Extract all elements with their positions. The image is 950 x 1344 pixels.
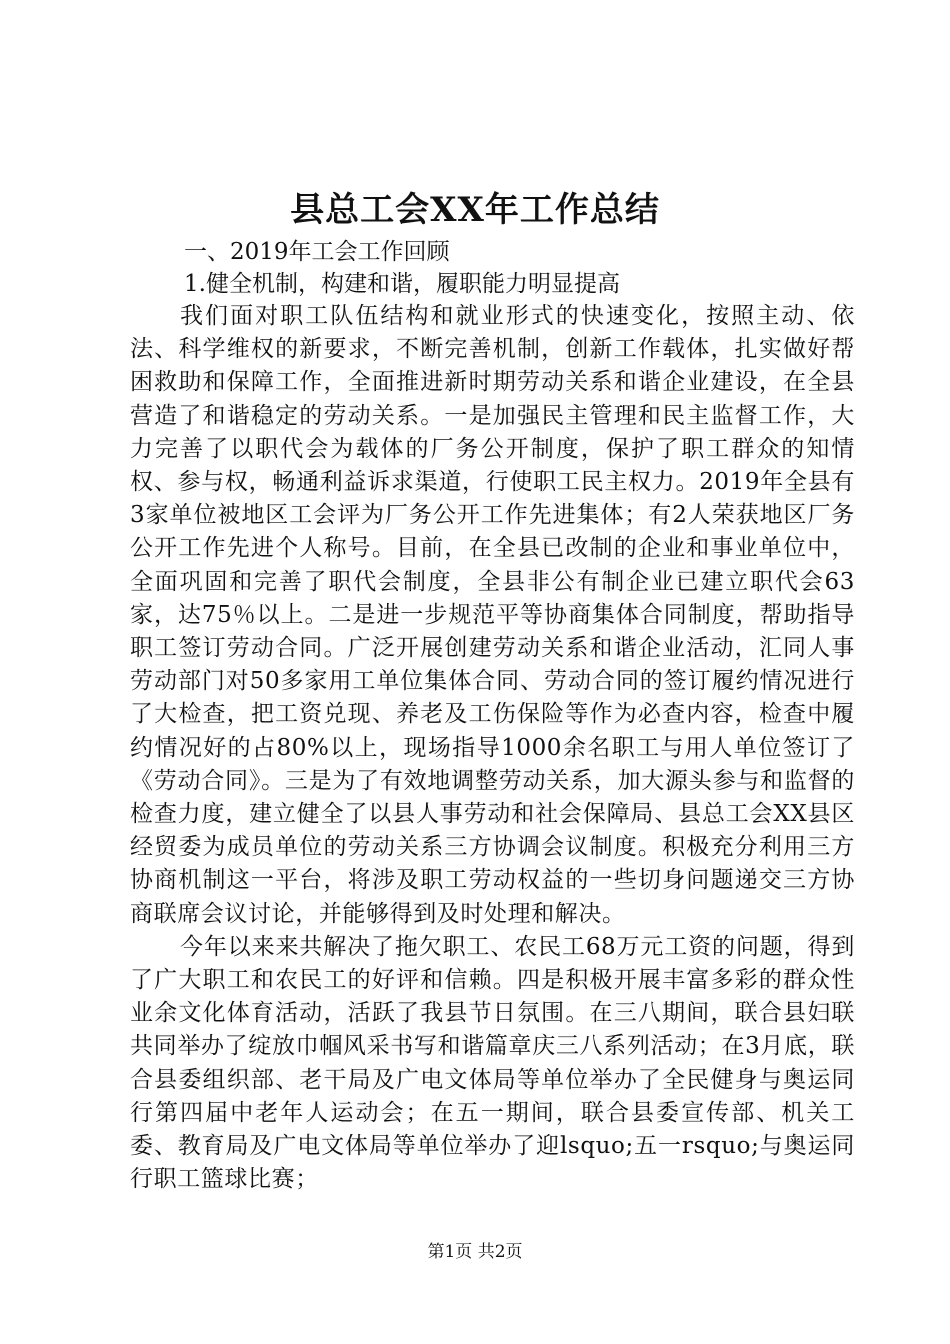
body-paragraph-1: 我们面对职工队伍结构和就业形式的快速变化，按照主动、依法、科学维权的新要求，不断完善机制，创新工作载体，扎实做好帮困救助和保障工作，全面推进新时期劳动关系和谐企业建设，在全县营造了和谐稳定的劳动关系。一是加强民主管理和民主监督工作，大力完善了以职代会为载体的厂务公开制度，保护了职工群众的知情权、参与权，畅通利益诉求渠道，行使职工民主权力。2019年全县有3家单位被地区工会评为厂务公开工作先进集体；有2人荣获地区厂务公开工作先进个人称号。目前，在全县已改制的企业和事业单位中，全面巩固和完善了职代会制度，全县非公有制企业已建立职代会63家，达75％以上。二是进一步规范平等协商集体合同制度，帮助指导职工签订劳动合同。广泛开展创建劳动关系和谐企业活动，汇同人事劳动部门对50多家用工单位集体合同、劳动合同的签订履约情况进行了大检查，把工资兑现、养老及工伤保险等作为必查内容，检查中履约情况好的占80%以上，现场指导1000余名职工与用人单位签订了《劳动合同》。三是为了有效地调整劳动关系，加大源头参与和监督的检查力度，建立健全了以县人事劳动和社会保障局、县总工会XX县区经贸委为成员单位的劳动关系三方协调会议制度。积极充分利用三方协商机制这一平台，将涉及职工劳动权益的一些切身问题递交三方协商联席会议讨论，并能够得到及时处理和解决。 xyxy=(130,303,855,927)
page-footer: 第1页 共2页 xyxy=(427,1242,523,1262)
subsection-heading: 1.健全机制，构建和谐，履职能力明显提高 xyxy=(184,271,620,297)
document-title: 县总工会XX年工作总结 xyxy=(290,190,660,230)
section-heading: 一、2019年工会工作回顾 xyxy=(184,239,450,265)
body-paragraph-2: 今年以来来共解决了拖欠职工、农民工68万元工资的问题，得到了广大职工和农民工的好评和信赖。四是积极开展丰富多彩的群众性业余文化体育活动，活跃了我县节日氛围。在三八期间，联合县妇联共同举办了绽放巾帼风采书写和谐篇章庆三八系列活动；在3月底，联合县委组织部、老干局及广电文体局等单位举办了全民健身与奥运同行第四届中老年人运动会；在五一期间，联合县委宣传部、机关工委、教育局及广电文体局等单位举办了迎lsquo;五一rsquo;与奥运同行职工篮球比赛； xyxy=(130,933,855,1193)
document-body xyxy=(130,300,855,1196)
